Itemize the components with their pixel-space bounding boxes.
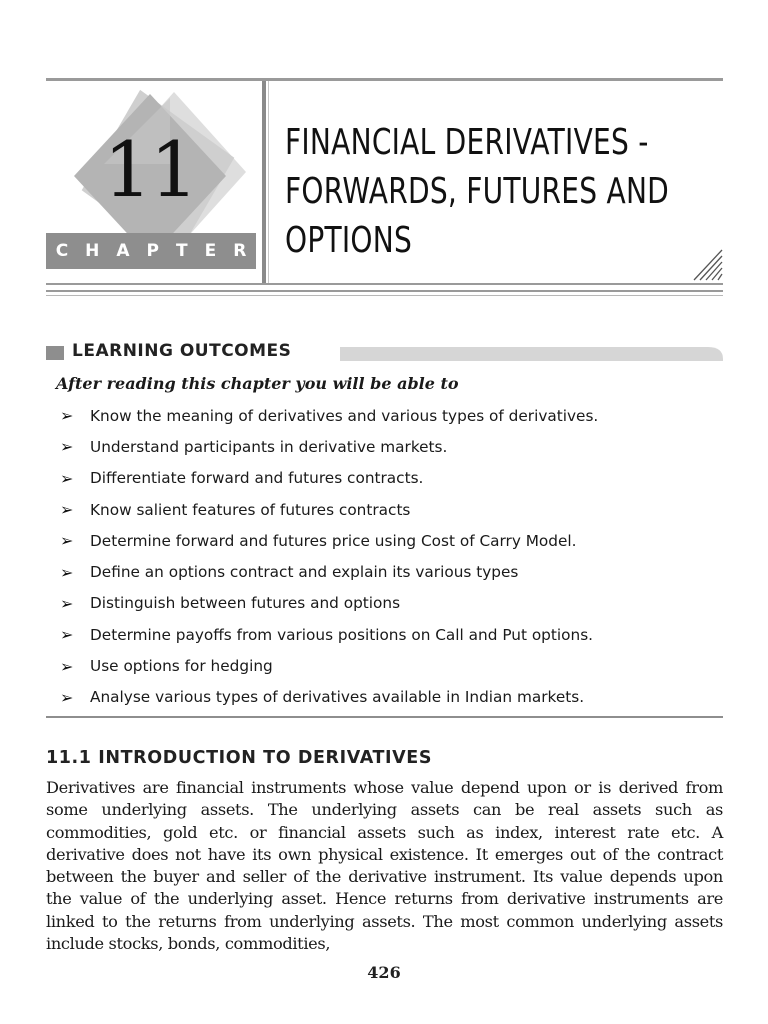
learning-outcomes-bar bbox=[340, 345, 723, 361]
section-paragraph: Derivatives are financial instruments whose value depend upon or is derived from some underlying assets. The underlying assets can be real assets such as commodities, gold etc. or financial assets such as index, interest rate etc. A derivative does not have its own physical existence. It emerges out of the contract between the buyer and seller of the derivative instrument. Its value depends upon the value of the underlying asset. Hence returns from derivative instruments are linked to the returns from underlying assets. The most common underlying assets include stocks, bonds, commodities, bbox=[46, 778, 723, 954]
chapter-label-box bbox=[46, 233, 264, 269]
list-item bbox=[60, 682, 730, 713]
outcome-text: Know the meaning of derivatives and various types of derivatives. bbox=[90, 406, 599, 425]
arrow-bullet-icon: ➢ bbox=[60, 656, 74, 676]
learning-outcomes-intro: After reading this chapter you will be able to bbox=[56, 374, 459, 393]
list-item bbox=[60, 463, 730, 494]
outcome-text: Understand participants in derivative markets. bbox=[90, 437, 448, 456]
header-bottom-rule-3 bbox=[46, 295, 723, 296]
arrow-bullet-icon: ➢ bbox=[60, 625, 74, 645]
chapter-number: 11 bbox=[103, 125, 197, 214]
learning-outcomes-list bbox=[60, 400, 730, 713]
header-top-rule bbox=[46, 78, 723, 81]
arrow-bullet-icon: ➢ bbox=[60, 531, 74, 551]
arrow-bullet-icon: ➢ bbox=[60, 687, 74, 707]
arrow-bullet-icon: ➢ bbox=[60, 437, 74, 457]
list-item bbox=[60, 619, 730, 650]
outcome-text: Analyse various types of derivatives available in Indian markets. bbox=[90, 688, 585, 707]
corner-hatch-decoration bbox=[692, 246, 724, 282]
arrow-bullet-icon: ➢ bbox=[60, 500, 74, 520]
section-heading: 11.1 INTRODUCTION TO DERIVATIVES bbox=[46, 748, 433, 768]
list-item bbox=[60, 588, 730, 619]
arrow-bullet-icon: ➢ bbox=[60, 468, 74, 488]
list-item bbox=[60, 525, 730, 556]
outcome-text: Determine forward and futures price using Cost of Carry Model. bbox=[90, 531, 577, 550]
arrow-bullet-icon: ➢ bbox=[60, 593, 74, 613]
list-item bbox=[60, 431, 730, 462]
header-bottom-rule bbox=[46, 283, 723, 285]
learning-outcomes-heading: LEARNING OUTCOMES bbox=[72, 341, 292, 361]
outcome-text: Determine payoffs from various positions on Call and Put options. bbox=[90, 625, 594, 644]
outcome-text: Distinguish between futures and options bbox=[90, 594, 401, 613]
list-item bbox=[60, 400, 730, 431]
arrow-bullet-icon: ➢ bbox=[60, 406, 74, 426]
list-item bbox=[60, 494, 730, 525]
learning-outcomes-marker bbox=[46, 346, 64, 360]
header-bottom-rule-2 bbox=[46, 290, 723, 292]
page-number: 426 bbox=[367, 963, 401, 982]
outcome-text: Know salient features of futures contracts bbox=[90, 500, 411, 519]
list-item bbox=[60, 556, 730, 587]
outcome-text: Use options for hedging bbox=[90, 657, 273, 676]
arrow-bullet-icon: ➢ bbox=[60, 562, 74, 582]
outcome-text: Define an options contract and explain its various types bbox=[90, 563, 519, 582]
chapter-label: CHAPTER bbox=[55, 241, 264, 261]
chapter-title: FINANCIAL DERIVATIVES - FORWARDS, FUTURES AND OPTIONS bbox=[285, 122, 670, 261]
header-divider-shadow bbox=[268, 81, 269, 283]
list-item bbox=[60, 650, 730, 681]
outcome-text: Differentiate forward and futures contracts. bbox=[90, 469, 424, 488]
section-divider bbox=[46, 716, 723, 718]
